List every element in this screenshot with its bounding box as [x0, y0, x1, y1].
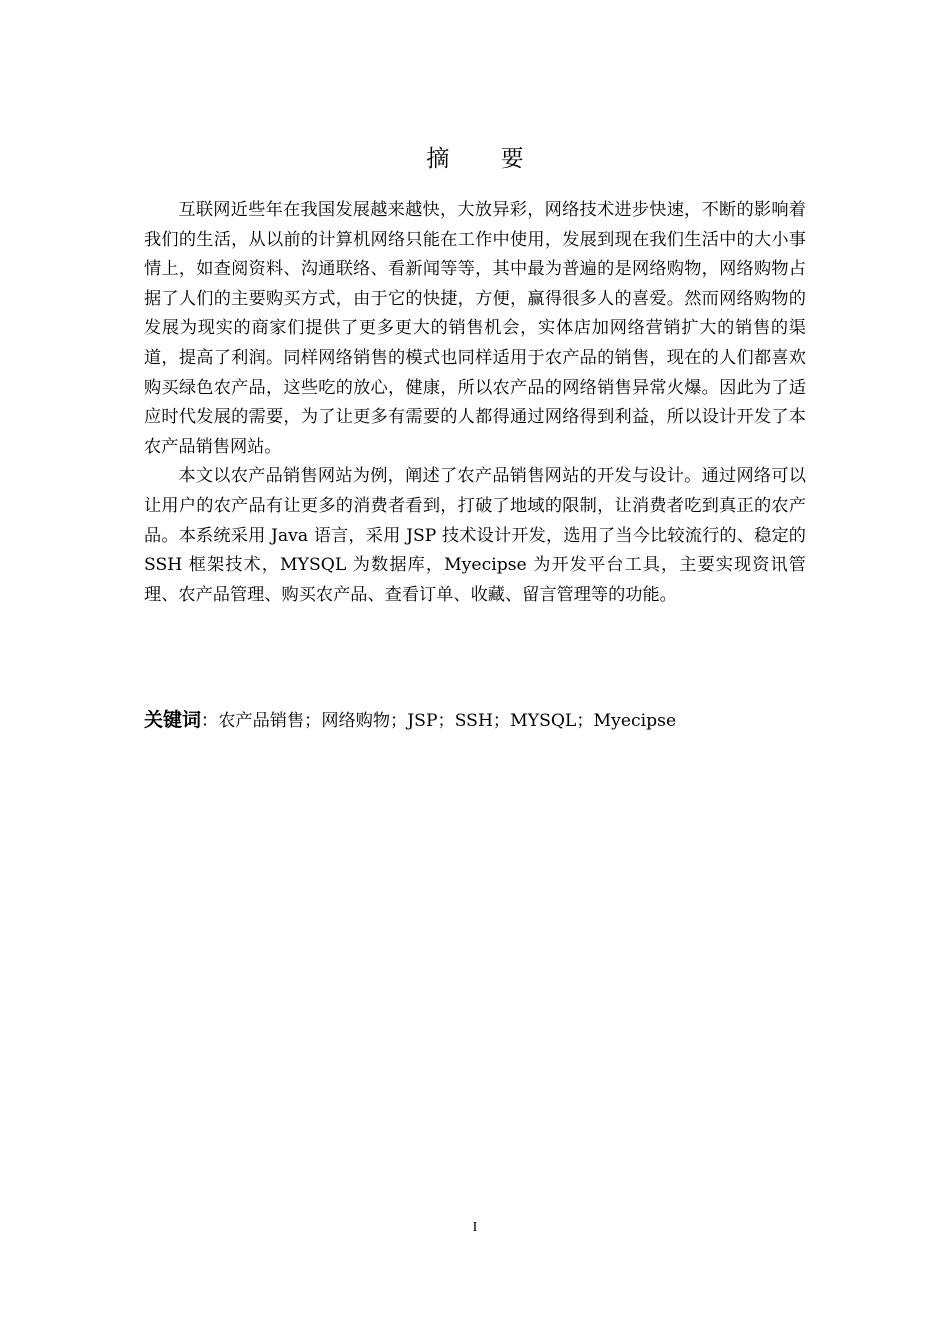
abstract-paragraph-2: 本文以农产品销售网站为例，阐述了农产品销售网站的开发与设计。通过网络可以让用户的农产品有让更多的消费者看到，打破了地域的限制，让消费者吃到真正的农产品。本系统采用 Java 语言，采用 JSP 技术设计开发，选用了当今比较流行的、稳定的 SSH 框架技术，MYSQL 为数据库，Myecipse 为开发平台工具，主要实现资讯管理、农产品管理、购买农产品、查看订单、收藏、留言管理等的功能。 — [144, 466, 806, 605]
keywords-line — [144, 706, 806, 735]
abstract-body — [144, 196, 806, 610]
keywords-label: 关键词 — [144, 709, 202, 731]
keywords-text: 农产品销售；网络购物；JSP；SSH；MYSQL；Myecipse — [218, 711, 677, 731]
page-number: I — [472, 1220, 478, 1235]
abstract-title: 摘 要 — [426, 146, 546, 172]
abstract-paragraph-1: 互联网近些年在我国发展越来越快，大放异彩，网络技术进步快速，不断的影响着我们的生活，从以前的计算机网络只能在工作中使用，发展到现在我们生活中的大小事情上，如查阅资料、沟通联络、看新闻等等，其中最为普遍的是网络购物，网络购物占据了人们的主要购买方式，由于它的快捷，方便，赢得很多人的喜爱。然而网络购物的发展为现实的商家们提供了更多更大的销售机会，实体店加网络营销扩大的销售的渠道，提高了利润。同样网络销售的模式也同样适用于农产品的销售，现在的人们都喜欢购买绿色农产品，这些吃的放心，健康，所以农产品的网络销售异常火爆。因此为了适应时代发展的需要，为了让更多有需要的人都得通过网络得到利益，所以设计开发了本农产品销售网站。 — [144, 200, 806, 457]
keywords-separator: ： — [201, 711, 219, 731]
